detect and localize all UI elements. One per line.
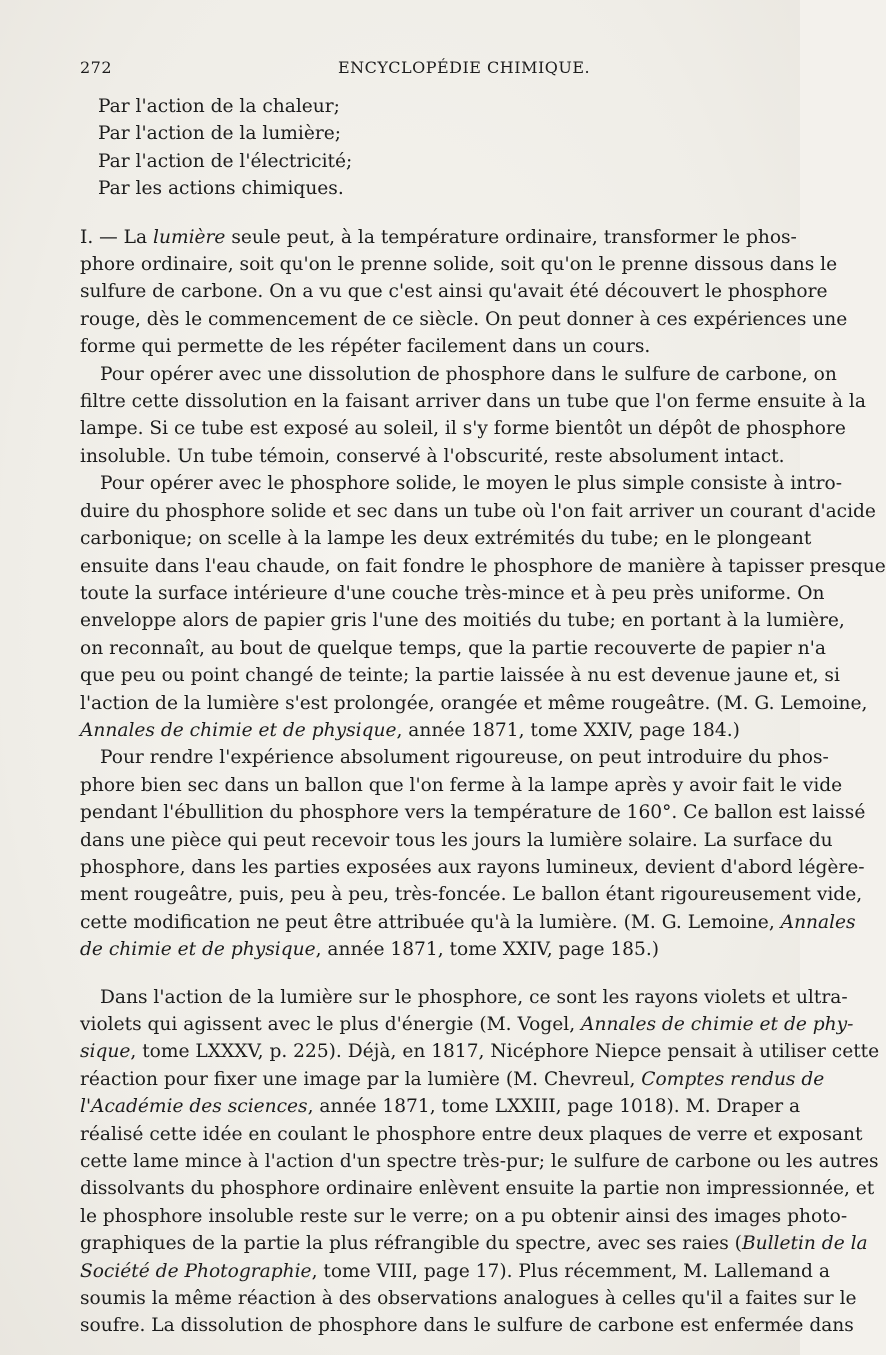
text-line: Pour rendre l'expérience absolument rigoureuse, on peut introduire du phos- xyxy=(100,747,829,769)
text-line: l'Académie des sciences, année 1871, tome LXXIII, page 1018). M. Draper a xyxy=(80,1096,801,1118)
text-line: de chimie et de physique, année 1871, tome XXIV, page 185.) xyxy=(80,939,660,961)
list-item: Par l'action de l'électricité; xyxy=(98,150,353,172)
text-line: soumis la même réaction à des observations analogues à celles qu'il a faites sur le xyxy=(80,1288,857,1310)
page-number: 272 xyxy=(80,58,113,77)
text-line: phosphore, dans les parties exposées aux rayons lumineux, devient d'abord légère- xyxy=(80,856,865,878)
list-item: Par les actions chimiques. xyxy=(98,178,344,200)
text-line: Annales de chimie et de physique, année 1871, tome XXIV, page 184.) xyxy=(80,719,740,741)
text-line: cette modification ne peut être attribuée qu'à la lumière. (M. G. Lemoine, Annales xyxy=(80,911,856,933)
body-text xyxy=(80,93,886,1340)
text-line: filtre cette dissolution en la faisant arriver dans un tube que l'on ferme ensuite à la xyxy=(80,391,866,413)
text-line: ensuite dans l'eau chaude, on fait fondre le phosphore de manière à tapisser presque xyxy=(80,555,886,577)
text-line: dans une pièce qui peut recevoir tous les jours la lumière solaire. La surface du xyxy=(80,829,833,851)
text-line: phore ordinaire, soit qu'on le prenne solide, soit qu'on le prenne dissous dans le xyxy=(80,254,838,276)
page-header xyxy=(80,58,780,82)
text-line: phore bien sec dans un ballon que l'on ferme à la lampe après y avoir fait le vide xyxy=(80,774,843,796)
running-title: ENCYCLOPÉDIE CHIMIQUE. xyxy=(338,58,591,77)
paragraph-gap xyxy=(80,203,780,224)
text-line: lampe. Si ce tube est exposé au soleil, il s'y forme bientôt un dépôt de phosphore xyxy=(80,418,846,440)
text-line: Pour opérer avec une dissolution de phosphore dans le sulfure de carbone, on xyxy=(100,363,837,385)
text-line: Dans l'action de la lumière sur le phosphore, ce sont les rayons violets et ultra- xyxy=(100,986,848,1008)
text-line: toute la surface intérieure d'une couche très-mince et à peu près uniforme. On xyxy=(80,582,825,604)
text-line: duire du phosphore solide et sec dans un tube où l'on fait arriver un courant d'acide xyxy=(80,500,876,522)
text-line: ment rougeâtre, puis, peu à peu, très-foncée. Le ballon étant rigoureusement vide, xyxy=(80,884,863,906)
text-line: le phosphore insoluble reste sur le verre; on a pu obtenir ainsi des images photo- xyxy=(80,1205,848,1227)
text-line: l'action de la lumière s'est prolongée, orangée et même rougeâtre. (M. G. Lemoine, xyxy=(80,692,868,714)
text-line: I. — La lumière seule peut, à la température ordinaire, transformer le phos- xyxy=(80,226,797,248)
text-line: cette lame mince à l'action d'un spectre très-pur; le sulfure de carbone ou les autres xyxy=(80,1151,879,1173)
text-line: violets qui agissent avec le plus d'énergie (M. Vogel, Annales de chimie et de phy- xyxy=(80,1014,854,1035)
text-line: Pour opérer avec le phosphore solide, le moyen le plus simple consiste à intro- xyxy=(100,473,842,495)
text-line: carbonique; on scelle à la lampe les deux extrémités du tube; en le plongeant xyxy=(80,528,812,550)
paragraph-gap xyxy=(80,964,780,984)
text-line: enveloppe alors de papier gris l'une des moitiés du tube; en portant à la lumière, xyxy=(80,610,845,632)
text-line: réaction pour fixer une image par la lumière (M. Chevreul, Comptes rendus de xyxy=(80,1068,825,1090)
text-line: Société de Photographie, tome VIII, page 17). Plus récemment, M. Lallemand a xyxy=(80,1260,830,1282)
list-item: Par l'action de la chaleur; xyxy=(98,96,340,117)
text-line: sique, tome LXXXV, p. 225). Déjà, en 1817, Nicéphore Niepce pensait à utiliser cette xyxy=(80,1041,880,1063)
text-line: que peu ou point changé de teinte; la partie laissée à nu est devenue jaune et, si xyxy=(80,665,840,687)
text-line: rouge, dès le commencement de ce siècle. On peut donner à ces expériences une xyxy=(80,308,848,330)
text-line: soufre. La dissolution de phosphore dans le sulfure de carbone est enfermée dans xyxy=(80,1315,854,1337)
text-line: sulfure de carbone. On a vu que c'est ainsi qu'avait été découvert le phosphore xyxy=(80,281,828,303)
list-item: Par l'action de la lumière; xyxy=(98,123,342,145)
text-line: graphiques de la partie la plus réfrangible du spectre, avec ses raies (Bulletin de la xyxy=(80,1233,868,1255)
text-line: réalisé cette idée en coulant le phosphore entre deux plaques de verre et exposant xyxy=(80,1123,863,1145)
text-line: insoluble. Un tube témoin, conservé à l'obscurité, reste absolument intact. xyxy=(80,445,785,467)
text-line: dissolvants du phosphore ordinaire enlèvent ensuite la partie non impressionnée, et xyxy=(80,1178,875,1200)
text-line: pendant l'ébullition du phosphore vers la température de 160°. Ce ballon est laissé xyxy=(80,802,866,824)
text-line: forme qui permette de les répéter facilement dans un cours. xyxy=(80,336,651,358)
text-line: on reconnaît, au bout de quelque temps, que la partie recouverte de papier n'a xyxy=(80,637,826,659)
